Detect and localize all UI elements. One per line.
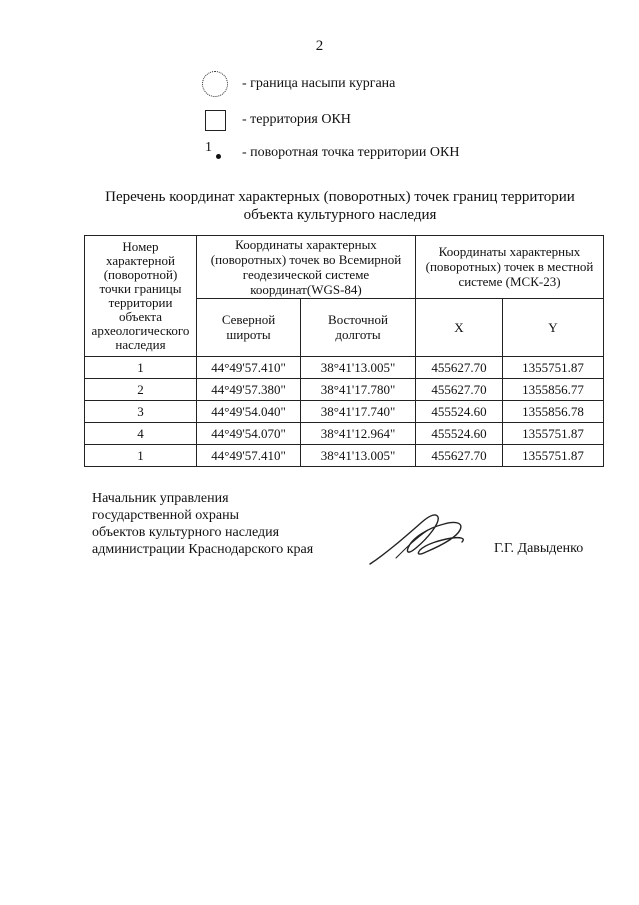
header-line: наследия — [115, 337, 166, 352]
legend-item-turning-point — [200, 141, 459, 165]
header-line: (поворотной) — [103, 267, 178, 282]
cell-latitude: 44°49'57.380" — [197, 379, 301, 401]
coordinates-table — [84, 235, 604, 467]
header-line: археологического — [91, 323, 190, 338]
signatory-line: администрации Краснодарского края — [92, 542, 314, 557]
cell-x: 455627.70 — [416, 357, 503, 379]
cell-longitude: 38°41'17.780" — [301, 379, 416, 401]
header-point-number — [85, 236, 197, 357]
cell-x: 455627.70 — [416, 379, 503, 401]
signatory-line: Начальник управления — [92, 491, 229, 506]
cell-latitude: 44°49'57.410" — [197, 445, 301, 467]
table-row — [85, 379, 604, 401]
legend-label: - граница насыпи кургана — [242, 76, 396, 91]
cell-point-number: 4 — [85, 423, 197, 445]
table-row — [85, 401, 604, 423]
cell-latitude: 44°49'54.070" — [197, 423, 301, 445]
signatory-name: Г.Г. Давыденко — [494, 541, 584, 556]
cell-longitude: 38°41'12.964" — [301, 423, 416, 445]
list-title-line: объекта культурного наследия — [243, 207, 437, 223]
header-line: территории — [108, 295, 173, 310]
cell-longitude: 38°41'13.005" — [301, 357, 416, 379]
cell-latitude: 44°49'54.040" — [197, 401, 301, 423]
cell-x: 455524.60 — [416, 401, 503, 423]
cell-y: 1355751.87 — [503, 357, 604, 379]
legend-item-territory — [200, 108, 351, 132]
page-number: 2 — [315, 38, 324, 54]
header-line: Номер — [122, 239, 159, 254]
table-header-row — [85, 236, 604, 299]
dotted-circle-icon — [200, 72, 230, 96]
header-longitude: Восточной долготы — [301, 298, 416, 356]
cell-latitude: 44°49'57.410" — [197, 357, 301, 379]
cell-y: 1355751.87 — [503, 445, 604, 467]
table-row — [85, 445, 604, 467]
cell-x: 455524.60 — [416, 423, 503, 445]
cell-y: 1355751.87 — [503, 423, 604, 445]
cell-longitude: 38°41'13.005" — [301, 445, 416, 467]
cell-x: 455627.70 — [416, 445, 503, 467]
header-latitude: Северной широты — [197, 298, 301, 356]
legend-label: - территория ОКН — [242, 112, 351, 127]
signatory-line: объектов культурного наследия — [92, 525, 280, 540]
cell-point-number: 1 — [85, 445, 197, 467]
header-x: X — [416, 298, 503, 356]
cell-y: 1355856.78 — [503, 401, 604, 423]
table-row — [85, 357, 604, 379]
cell-longitude: 38°41'17.740" — [301, 401, 416, 423]
signatory-position — [92, 490, 313, 558]
cell-point-number: 2 — [85, 379, 197, 401]
table-row — [85, 423, 604, 445]
header-wgs-group: Координаты характерных (поворотных) точек во Всемирной геодезической системе координат(WGS-84) — [197, 236, 416, 299]
turning-point-icon — [200, 141, 230, 165]
list-title-line: Перечень координат характерных (поворотных) точек границ территории — [105, 189, 575, 205]
header-line: характерной — [106, 253, 175, 268]
legend-item-mound-boundary — [200, 72, 395, 96]
header-line: точки границы — [99, 281, 182, 296]
header-line: объекта — [118, 309, 163, 324]
list-title — [40, 188, 639, 224]
cell-point-number: 1 — [85, 357, 197, 379]
turning-point-dot — [216, 154, 221, 159]
cell-y: 1355856.77 — [503, 379, 604, 401]
handwritten-signature — [366, 508, 471, 568]
turning-point-number: 1 — [205, 140, 212, 155]
header-msk-group: Координаты характерных (поворотных) точек в местной системе (МСК-23) — [416, 236, 604, 299]
cell-point-number: 3 — [85, 401, 197, 423]
signatory-line: государственной охраны — [92, 508, 240, 523]
square-icon — [200, 108, 230, 132]
header-y: Y — [503, 298, 604, 356]
legend-label: - поворотная точка территории ОКН — [242, 145, 460, 160]
